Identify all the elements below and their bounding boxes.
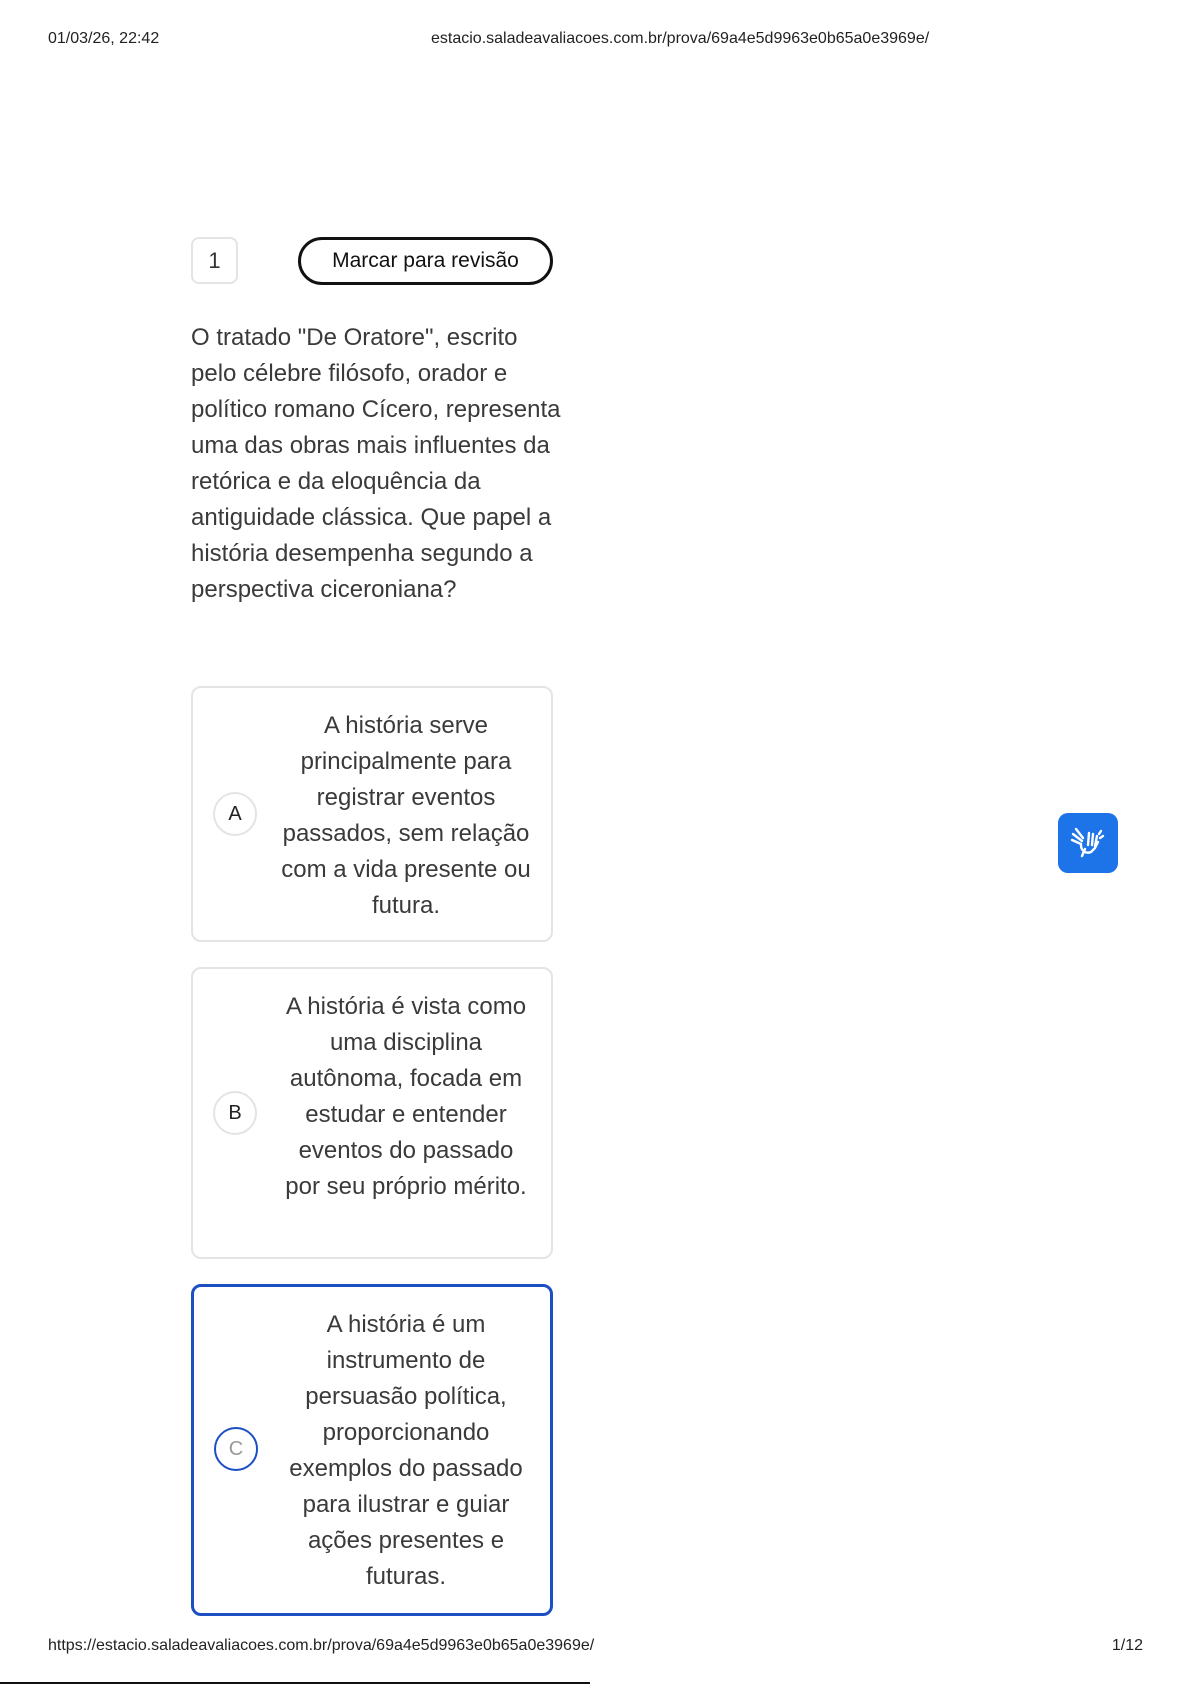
option-letter-a: A — [213, 792, 257, 836]
question-text: O tratado "De Oratore", escrito pelo célebre filósofo, orador e político romano Cícero, representa uma das obras mais influentes da retórica e da eloquência da antiguidade clássica. Que papel a história desempenha segundo a perspectiva ciceroniana? — [191, 324, 561, 603]
page-indicator: 1/12 — [1111, 1637, 1143, 1654]
option-letter-b: B — [213, 1091, 257, 1135]
sign-language-hands-icon — [1068, 821, 1108, 866]
question-number: 1 — [191, 237, 238, 284]
print-datetime: 01/03/26, 22:42 — [48, 30, 160, 47]
option-a[interactable] — [191, 686, 553, 942]
mark-for-review-button[interactable]: Marcar para revisão — [298, 237, 553, 285]
option-c[interactable] — [191, 1284, 553, 1616]
sign-language-button[interactable] — [1058, 813, 1118, 873]
print-footer-url: https://estacio.saladeavaliacoes.com.br/prova/69a4e5d9963e0b65a0e3969e/ — [48, 1637, 595, 1654]
print-header-url: estacio.saladeavaliacoes.com.br/prova/69a4e5d9963e0b65a0e3969e/ — [431, 30, 930, 47]
option-text-a: A história serve principalmente para registrar eventos passados, sem relação com a vida presente ou futura. — [281, 712, 531, 919]
option-b[interactable] — [191, 967, 553, 1259]
option-text-b: A história é vista como uma disciplina autônoma, focada em estudar e entender eventos do passado por seu próprio mérito. — [285, 993, 527, 1200]
option-text-c: A história é um instrumento de persuasão política, proporcionando exemplos do passado para ilustrar e guiar ações presentes e futuras. — [289, 1311, 523, 1590]
option-letter-c: C — [214, 1427, 258, 1471]
page-break-divider — [0, 1682, 590, 1684]
